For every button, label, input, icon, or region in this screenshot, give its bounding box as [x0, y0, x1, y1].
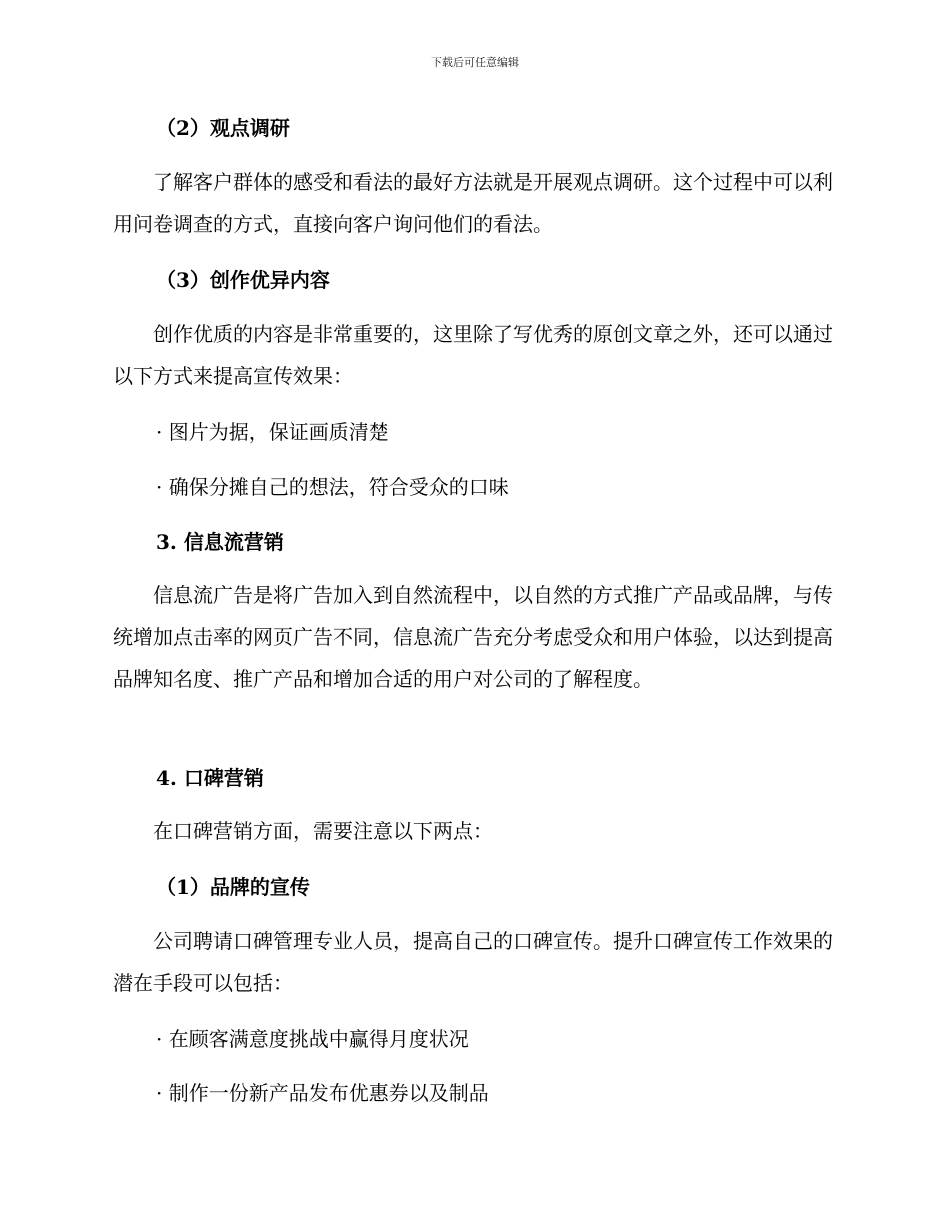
heading-brand-promotion: （1）品牌的宣传: [156, 875, 310, 899]
paragraph-feed-marketing: 信息流广告是将广告加入到自然流程中，以自然的方式推广产品或品牌，与传统增加点击率的网页广告不同，信息流广告充分考虑受众和用户体验，以达到提高品牌知名度、推广产品和增加合适的用户对公司的了解程度。: [113, 583, 833, 691]
heading-opinion-survey: （2）观点调研: [156, 116, 290, 140]
bullet-content-1: · 图片为据，保证画质清楚: [156, 420, 389, 444]
heading-create-content: （3）创作优异内容: [156, 268, 330, 292]
paragraph-brand-promotion: 公司聘请口碑管理专业人员，提高自己的口碑宣传。提升口碑宣传工作效果的潜在手段可以包括：: [113, 929, 833, 995]
bullet-brand-2: · 制作一份新产品发布优惠券以及制品: [156, 1081, 489, 1105]
bullet-brand-1: · 在顾客满意度挑战中赢得月度状况: [156, 1027, 469, 1051]
heading-feed-marketing: 3. 信息流营销: [156, 530, 284, 554]
paragraph-word-of-mouth: 在口碑营销方面，需要注意以下两点：: [153, 819, 493, 843]
paragraph-opinion-survey: 了解客户群体的感受和看法的最好方法就是开展观点调研。这个过程中可以利用问卷调查的方式，直接向客户询问他们的看法。: [113, 170, 833, 236]
heading-word-of-mouth: 4. 口碑营销: [156, 766, 264, 790]
page-header: 下载后可任意编辑: [431, 56, 519, 69]
paragraph-create-content: 创作优质的内容是非常重要的，这里除了写优秀的原创文章之外，还可以通过以下方式来提高宣传效果：: [113, 322, 833, 388]
bullet-content-2: · 确保分摊自己的想法，符合受众的口味: [156, 475, 509, 499]
